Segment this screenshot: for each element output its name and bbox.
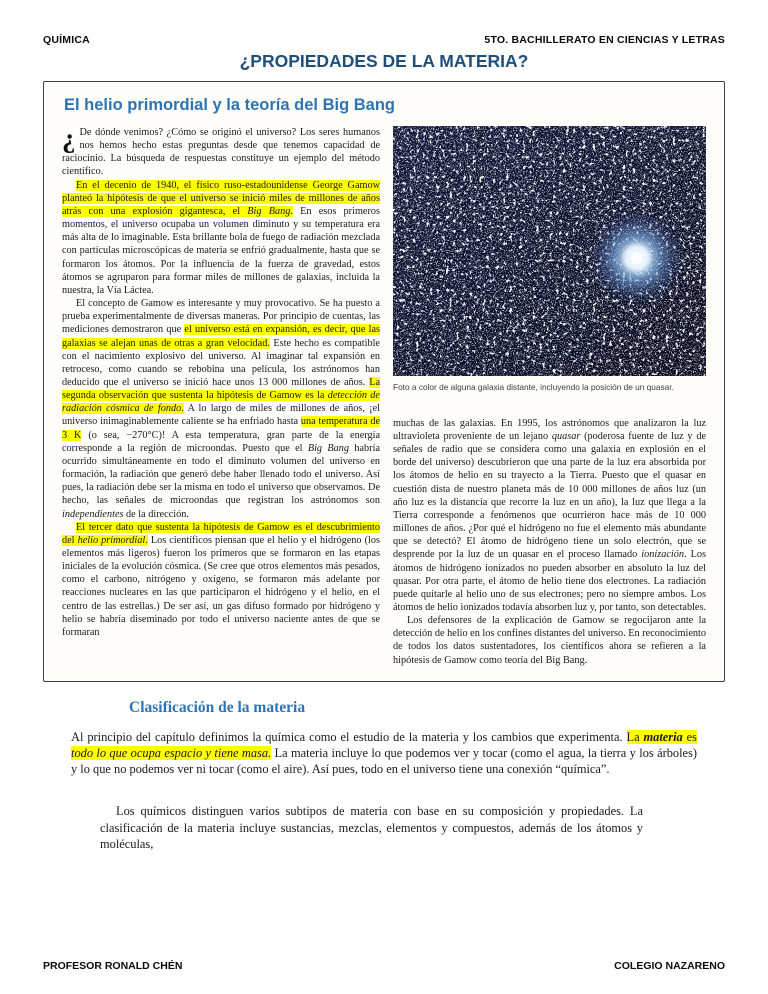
article-box [43,81,725,682]
paragraph: Los químicos distinguen varios subtipos de materia con base en su composición y propiedades. La clasificación de la materia incluye sustancias, mezclas, elementos y compuestos, además de los átomos y moléculas, [100,804,643,851]
paragraph: Al principio del capítulo definimos la química como el estudio de la materia y los cambios que experimenta. La materia es todo lo que ocupa espacio y tiene masa. La materia incluye lo que podemos ver y tocar (como el agua, la tierra y los árboles) y lo que no podemos ver ni tocar (como el aire). Así pues, todo en el universo tiene una conexión “química”. [71,729,697,777]
classification-section [71,699,697,852]
drop-cap: ¿ [62,123,76,153]
article-heading: El helio primordial y la teoría del Big Bang [64,96,395,114]
paragraph: ¿ De dónde venimos? ¿Cómo se originó el universo? Los seres humanos nos hemos hecho estas preguntas desde que tenemos capacidad de raciocinio. La búsqueda de respuestas constituye un ejemplo del método científico. [62,123,380,178]
section-body-text [71,729,697,852]
galaxy-figure [393,126,706,393]
article-right-column [393,126,706,667]
paragraph: muchas de las galaxias. En 1995, los astrónomos que analizaron la luz ultravioleta proveniente de un lejano quasar (poderosa fuente de luz y de señales de radio que se considera como una galaxia en explosión en el borde del universo) descubrieron que una parte de la luz era absorbida por los átomos de helio en su trayecto a la Tierra. Puesto que el quasar en cuestión dista de nuestro planeta más de 10 000 millones de años luz (un año luz es la distancia que recorre la luz en un año), la luz que llega a la Tierra corresponde a fenómenos que ocurrieron hace más de 10 000 millones de años. ¿Por qué el hidrógeno no fue el elemento más abundante que se detectó? El átomo de hidrógeno tiene un solo electrón, que se desprende por la luz de un quasar en el proceso llamado ionización. Los átomos de hidrógeno ionizados no pueden absorber en absoluto la luz del quasar. Por otra parte, el átomo de helio tiene dos electrones. La radiación puede quitarle al helio uno de sus electrones; pero no siempre ambos. Los átomos de helio ionizados todavía absorben luz y, por tanto, son detectables. [393,417,707,613]
page-header [43,34,725,46]
paragraph: El concepto de Gamow es interesante y muy provocativo. Se ha puesto a prueba experimentalmente de diversas maneras. Por principio de cuentas, las mediciones demostraron que el universo está en expansión, es decir, que las galaxias se alejan unas de otras a gran velocidad. Este hecho es compatible con el nacimiento explosivo del universo. Al imaginar tal expansión en retroceso, como cuando se rebobina una película, los astrónomos han deducido que el universo se inició hace unos 13 000 millones de años. La segunda observación que sustenta la hipótesis de Gamow es la detección de radiación cósmica de fondo. A lo largo de miles de millones de años, ¡el universo inimaginablemente caliente se ha enfriado hasta una temperatura de 3 K (o sea, −270°C)! A esta temperatura, gran parte de la energía corresponde a la región de microondas. Puesto que el Big Bang habría ocurrido simultáneamente en todo el diminuto volumen del universo en formación, la radiación que generó debe haber llenado todo el universo. Así pues, la radiación debe ser la misma en todo el universo que observamos. De hecho, las señales de microondas que registran los astrónomos son independientes de la dirección. [62,298,381,520]
article-right-column-text [393,417,706,667]
header-grade-label: 5TO. BACHILLERATO EN CIENCIAS Y LETRAS [484,34,725,46]
page-title: ¿PROPIEDADES DE LA MATERIA? [239,51,529,71]
footer-school-label: COLEGIO NAZARENO [614,960,725,972]
article-columns [62,123,707,667]
paragraph: En el decenio de 1940, el físico ruso-estadounidense George Gamow planteó la hipótesis de que el universo se inició miles de millones de años atrás con una explosión gigantesca, el Big Bang. En esos primeros momentos, el universo ocupaba un volumen diminuto y su temperatura era más alta de lo imaginable. Esta brillante bola de fuego de radiación mezclada con partículas microscópicas de materia se enfrió gradualmente, hasta que se formaron los átomos. Por la influencia de la fuerza de gravedad, estos átomos se agruparon para formar miles de millones de galaxias, incluida la nuestra, la Vía Láctea. [62,179,380,296]
header-subject-label: QUÍMICA [43,34,90,46]
figure-caption: Foto a color de alguna galaxia distante, incluyendo la posición de un quasar. [393,382,674,392]
section-heading: Clasificación de la materia [129,698,306,716]
paragraph: Los defensores de la explicación de Gamow se regocijaron ante la detección de helio en los confines distantes del universo. En reconocimiento de todos los datos sustentadores, los científicos ahora se refieren a la hipótesis de Gamow como teoría del Big Bang. [393,615,706,666]
galaxy-photo-image [393,126,706,376]
page-footer [43,960,725,972]
article-left-column-text [62,123,381,667]
paragraph: El tercer dato que sustenta la hipótesis de Gamow es el descubrimiento del helio primordial. Los científicos piensan que el helio y el hidrógeno (los elementos más ligeros) fueron los primeros que se formaron en las etapas iniciales de la evolución cósmica. (Se cree que otros elementos más pesados, como el carbono, nitrógeno y oxígeno, se formaron más adelante por reacciones nucleares en las que participaron el hidrógeno y el helio, en el centro de las estrellas.) De ser así, un gas difuso formado por hidrógeno y helio se habría diseminado por todo el universo naciente antes de que se formaran [62,521,380,638]
footer-professor-label: PROFESOR RONALD CHÉN [43,960,183,972]
